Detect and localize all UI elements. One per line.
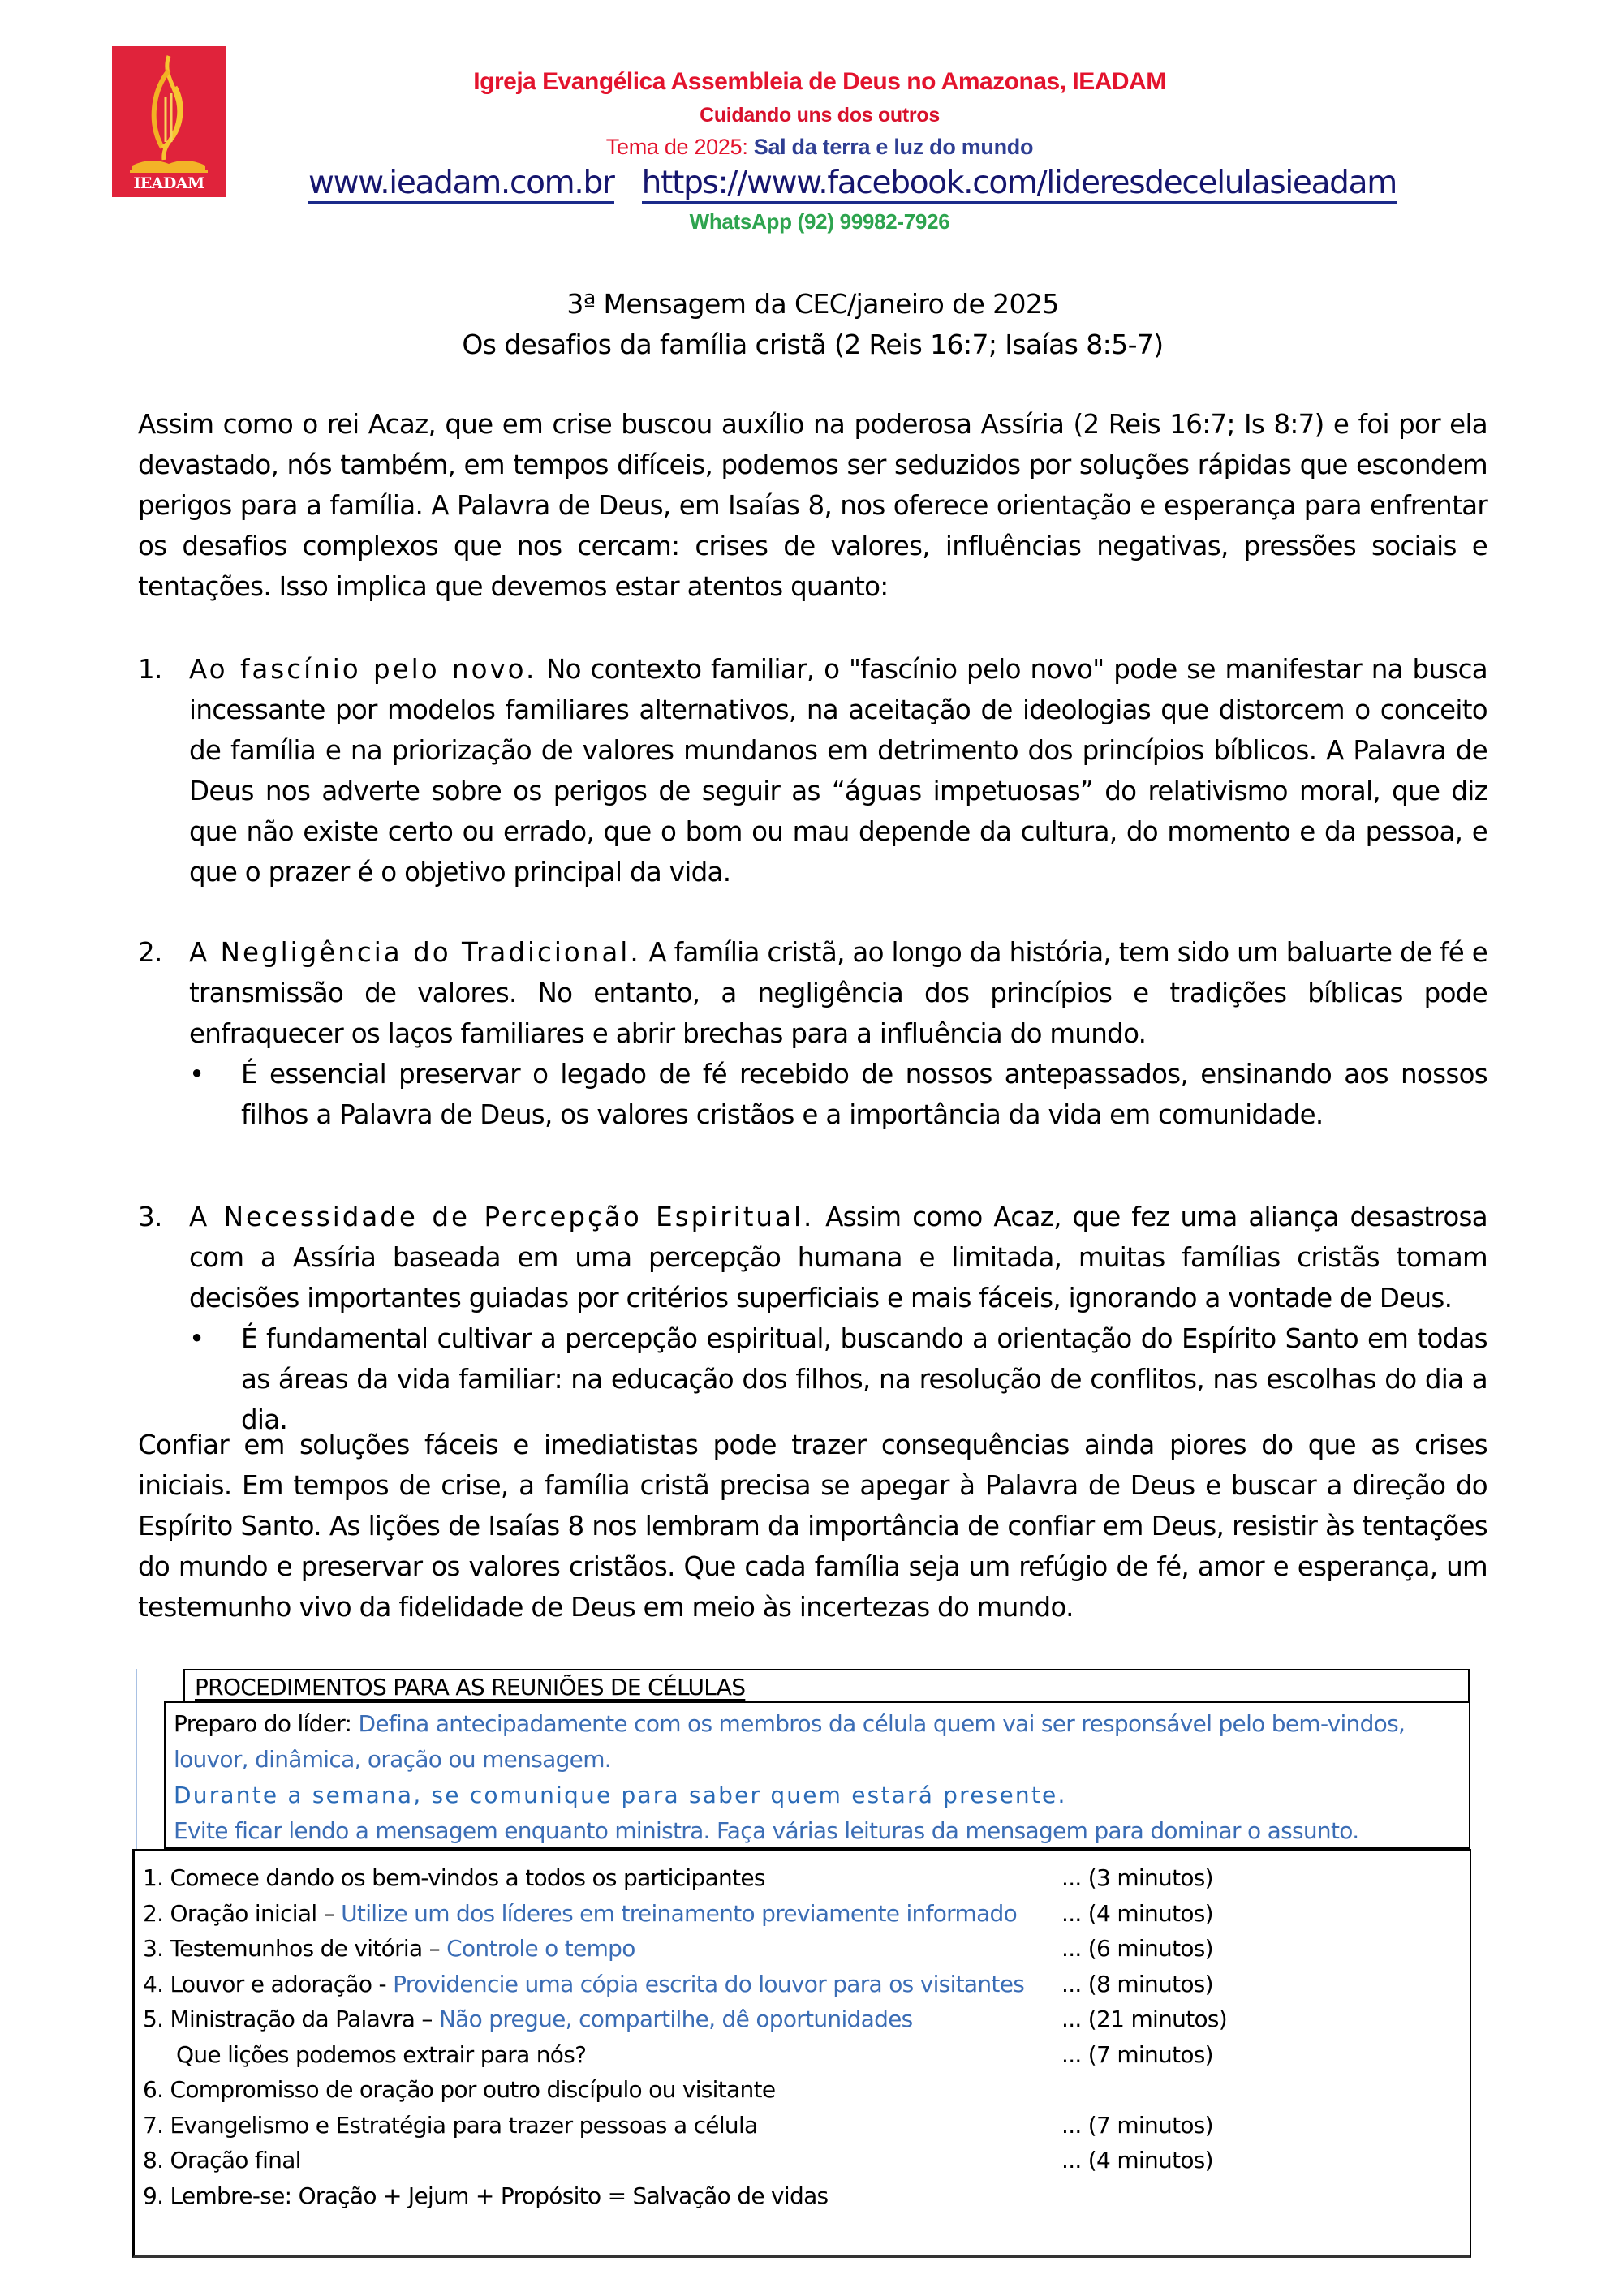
step-row: 2. Oração inicial – Utilize um dos líderes em treinamento previamente informado ... (4 minutos) — [143, 1900, 1213, 1927]
step-duration: ... (4 minutos) — [1061, 1900, 1213, 1927]
links-line — [308, 165, 1397, 201]
prep-text: Defina antecipadamente com os membros da célula quem vai ser responsável pelo bem-vindos, louvor, dinâmica, oração ou mensagem. — [174, 1710, 1406, 1773]
bullet-point — [189, 1054, 1487, 1135]
step-row: 5. Ministração da Palavra – Não pregue, compartilhe, dê oportunidades ... (21 minutos) — [143, 2006, 1228, 2032]
list-item-3 — [138, 1197, 1487, 1440]
theme-line — [308, 135, 1331, 160]
bullet-text: É essencial preservar o legado de fé recebido de nossos antepassados, ensinando aos nossos filhos a Palavra de Deus, os valores cristãos e a importância da vida em comunidade. — [241, 1059, 1487, 1130]
prep-instructions — [174, 1706, 1461, 1778]
theme-label: Tema de 2025: — [605, 135, 754, 159]
prep-week: Durante a semana, se comunique para saber quem estará presente. — [174, 1782, 1067, 1808]
bullet-icon: • — [189, 1323, 204, 1354]
whatsapp-contact: WhatsApp (92) 99982-7926 — [689, 209, 950, 234]
procedures-title-box — [183, 1669, 1470, 1703]
website-link[interactable]: www.ieadam.com.br — [308, 165, 614, 204]
step-duration: ... (4 minutos) — [1061, 2147, 1213, 2173]
item-text: A família cristã, ao longo da história, tem sido um baluarte de fé e transmissão de valores. No entanto, a negligência dos princípios e tradições bíblicas pode enfraquecer os laços familiares e abrir brechas para a influência do mundo. — [189, 937, 1487, 1049]
step-row: 8. Oração final ... (4 minutos) — [143, 2147, 1213, 2173]
step-row: Que lições podemos extrair para nós? ... (7 minutos) — [143, 2041, 1213, 2068]
church-name: Igreja Evangélica Assembleia de Deus no Amazonas, IEADAM — [473, 68, 1166, 95]
facebook-link[interactable]: https://www.facebook.com/lideresdecelulasieadam — [642, 165, 1397, 204]
step-duration: ... (6 minutos) — [1061, 1935, 1213, 1962]
step-row: 3. Testemunhos de vitória – Controle o tempo ... (6 minutos) — [143, 1935, 1213, 1962]
meeting-steps-box — [132, 1849, 1471, 2258]
step-duration: ... (3 minutos) — [1061, 1864, 1213, 1891]
step-row: 7. Evangelismo e Estratégia para trazer pessoas a célula ... (7 minutos) — [143, 2112, 1213, 2139]
step-duration: ... (7 minutos) — [1061, 2112, 1213, 2139]
item-body — [189, 1197, 1487, 1318]
list-item-1 — [138, 649, 1487, 892]
motto: Cuidando uns dos outros — [700, 104, 940, 127]
message-title: 3ª Mensagem da CEC/janeiro de 2025 — [566, 288, 1059, 320]
prep-avoid: Evite ficar lendo a mensagem enquanto ministra. Faça várias leituras da mensagem para dominar o assunto. — [174, 1817, 1359, 1844]
step-duration: ... (8 minutos) — [1061, 1971, 1213, 1997]
theme-value: Sal da terra e luz do mundo — [753, 135, 1034, 159]
procedures-title: PROCEDIMENTOS PARA AS REUNIÕES DE CÉLULAS — [195, 1674, 746, 1701]
item-text: Assim como Acaz, que fez uma aliança desastrosa com a Assíria baseada em uma percepção humana e limitada, muitas famílias cristãs tomam decisões importantes guiadas por critérios superficiais e mais fáceis, ignorando a vontade de Deus. — [189, 1202, 1487, 1314]
item-body — [189, 932, 1487, 1054]
message-subtitle: Os desafios da família cristã (2 Reis 16:7; Isaías 8:5-7) — [462, 329, 1164, 360]
item-heading: Ao fascínio pelo novo. — [189, 654, 537, 685]
leader-prep-box — [164, 1701, 1470, 1850]
bullet-text: É fundamental cultivar a percepção espiritual, buscando a orientação do Espírito Santo em todas as áreas da vida familiar: na educação dos filhos, na resolução de conflitos, nas escolhas do dia a dia. — [241, 1323, 1487, 1435]
list-item-2 — [138, 932, 1487, 1135]
item-text: No contexto familiar, o "fascínio pelo novo" pode se manifestar na busca incessante por modelos familiares alternativos, na aceitação de ideologias que distorcem o conceito de família e na priorização de valores mundanos em detrimento dos princípios bíblicos. A Palavra de Deus nos adverte sobre os perigos de seguir as “águas impetuosas” do relativismo moral, que diz que não existe certo ou errado, que o bom ou mau depende da cultura, do momento e da pessoa, e que o prazer é o objetivo principal da vida. — [189, 654, 1487, 888]
prep-label: Preparo do líder: — [174, 1710, 359, 1737]
conclusion-paragraph: Confiar em soluções fáceis e imediatistas pode trazer consequências ainda piores do que as crises iniciais. Em tempos de crise, a família cristã precisa se apegar à Palavra de Deus e buscar a direção do Espírito Santo. As lições de Isaías 8 nos lembram da importância de confiar em Deus, resistir às tentações do mundo e preservar os valores cristãos. Que cada família seja um refúgio de fé, amor e esperança, um testemunho vivo da fidelidade de Deus em meio às incertezas do mundo. — [138, 1430, 1487, 1623]
step-row: 9. Lembre-se: Oração + Jejum + Propósito = Salvação de vidas — [143, 2182, 829, 2209]
logo-text: IEADAM — [133, 174, 204, 192]
item-heading: A Necessidade de Percepção Espiritual. — [189, 1202, 815, 1232]
step-row: 4. Louvor e adoração - Providencie uma cópia escrita do louvor para os visitantes ... (8 minutos) — [143, 1971, 1213, 1997]
item-heading: A Negligência do Tradicional. — [189, 937, 641, 968]
item-number: 1. — [138, 654, 162, 685]
ieadam-logo — [112, 46, 226, 197]
item-body — [189, 649, 1487, 892]
step-duration: ... (7 minutos) — [1061, 2041, 1213, 2068]
bullet-point — [189, 1318, 1487, 1440]
step-row: 6. Compromisso de oração por outro discípulo ou visitante — [143, 2076, 776, 2103]
item-number: 3. — [138, 1202, 162, 1232]
step-duration: ... (21 minutos) — [1061, 2006, 1228, 2032]
item-number: 2. — [138, 937, 162, 968]
step-row: 1. Comece dando os bem-vindos a todos os participantes ... (3 minutos) — [143, 1864, 1213, 1891]
bullet-icon: • — [189, 1059, 204, 1090]
intro-paragraph: Assim como o rei Acaz, que em crise buscou auxílio na poderosa Assíria (2 Reis 16:7; Is 8:7) e foi por ela devastado, nós também, em tempos difíceis, podemos ser seduzidos por soluções rápidas que escondem perigos para a família. A Palavra de Deus, em Isaías 8, nos oferece orientação e esperança para enfrentar os desafios complexos que nos cercam: crises de valores, influências negativas, pressões sociais e tentações. Isso implica que devemos estar atentos quanto: — [138, 409, 1487, 602]
